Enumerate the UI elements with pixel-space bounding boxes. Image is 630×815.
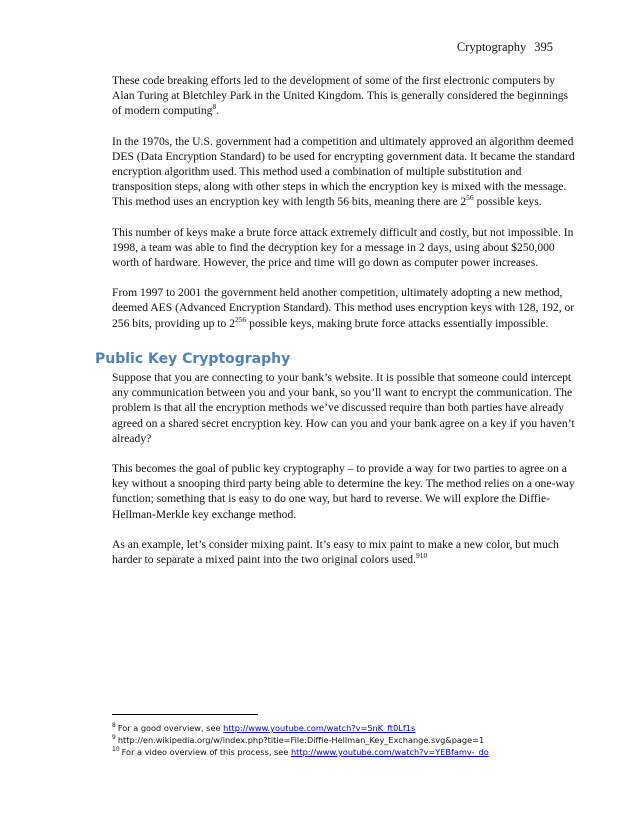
- running-header: [457, 40, 553, 55]
- footnote-9: $^9$ http://en.wikipedia.org/w/index.php?title=File:Diffie-Hellman_Key_Exchange.svg&page=1: [112, 734, 485, 745]
- paragraph-brute-force: This number of keys make a brute force attack extremely difficult and costly, but not impossible. In 1998, a team was able to find the decryption key for a message in 2 days, using about $250,000 worth of hardware. However, the price and time will go down as computer power increases.: [112, 225, 574, 270]
- footnote-8-link[interactable]: http://www.youtube.com/watch?v=5nK_ft0Lf1s: [223, 723, 416, 733]
- section-heading-public-key: Public Key Cryptography: [95, 351, 291, 367]
- body-section-2: [112, 370, 578, 582]
- paragraph-des: In the 1970s, the U.S. government had a competition and ultimately approved an algorithm deemed DES (Data Encryption Standard) to be used for encrypting government data. It became the standard encryption algorithm used. This method used a combination of multiple substitution and transposition steps, along with other steps in which the encryption key is mixed with the message. This method uses an encryption key with length 56 bits, meaning there are $2^{56}$ possible keys.: [112, 134, 575, 209]
- paragraph-goal: This becomes the goal of public key cryptography – to provide a way for two parties to agree on a key without a snooping third party being able to determine the key. The method relies on a one-way function; something that is easy to do one way, but hard to reverse. We will explore the Diffie-Hellman-Merkle key exchange method.: [112, 462, 575, 521]
- footnote-9-url: http://en.wikipedia.org/w/index.php?title=File:Diffie-Hellman_Key_Exchange.svg&page=1: [117, 735, 485, 745]
- paragraph-aes: From 1997 to 2001 the government held another competition, ultimately adopting a new method, deemed AES (Advanced Encryption Standard). This method uses encryption keys with 128, 192, or 256 bits, providing up to $2^{256}$ possible keys, making brute force attacks essentially impossible.: [112, 286, 575, 330]
- exponent-56: 56: [466, 193, 474, 203]
- paragraph-turing: These code breaking efforts led to the development of some of the first electronic computers by Alan Turing at Bletchley Park in the United Kingdom. This is generally considered the beginnings of modern computing$^8$.: [112, 74, 569, 118]
- footnotes: [112, 722, 582, 758]
- exponent-256: 256: [235, 314, 247, 324]
- paragraph-mixing-paint: As an example, let’s consider mixing paint. It’s easy to mix paint to make a new color, but much harder to separate a mixed paint into the two original colors used.$^{910}$: [112, 537, 559, 567]
- footnote-8: $^8$ For a good overview, see http://www.youtube.com/watch?v=5nK_ft0Lf1s: [112, 722, 416, 733]
- footnote-ref-910: 910: [415, 551, 428, 561]
- footnote-10: $^{10}$ For a video overview of this process, see http://www.youtube.com/watch?v=YEBfamv-_do: [112, 746, 489, 757]
- footnote-separator: [112, 714, 258, 715]
- body-section-1: [112, 73, 578, 346]
- paragraph-bank: Suppose that you are connecting to your bank’s website. It is possible that someone could intercept any communication between you and your bank, so you’ll want to encrypt the communication. The problem is that all the encryption methods we’ve discussed require than both parties have already agreed on a shared secret encryption key. How can you and your bank agree on a key if you haven’t already?: [112, 371, 575, 445]
- header-title: Cryptography: [456, 40, 527, 54]
- footnote-ref-8: 8: [212, 102, 217, 112]
- page-number: 395: [534, 40, 553, 54]
- footnote-10-link[interactable]: http://www.youtube.com/watch?v=YEBfamv-_do: [290, 747, 489, 757]
